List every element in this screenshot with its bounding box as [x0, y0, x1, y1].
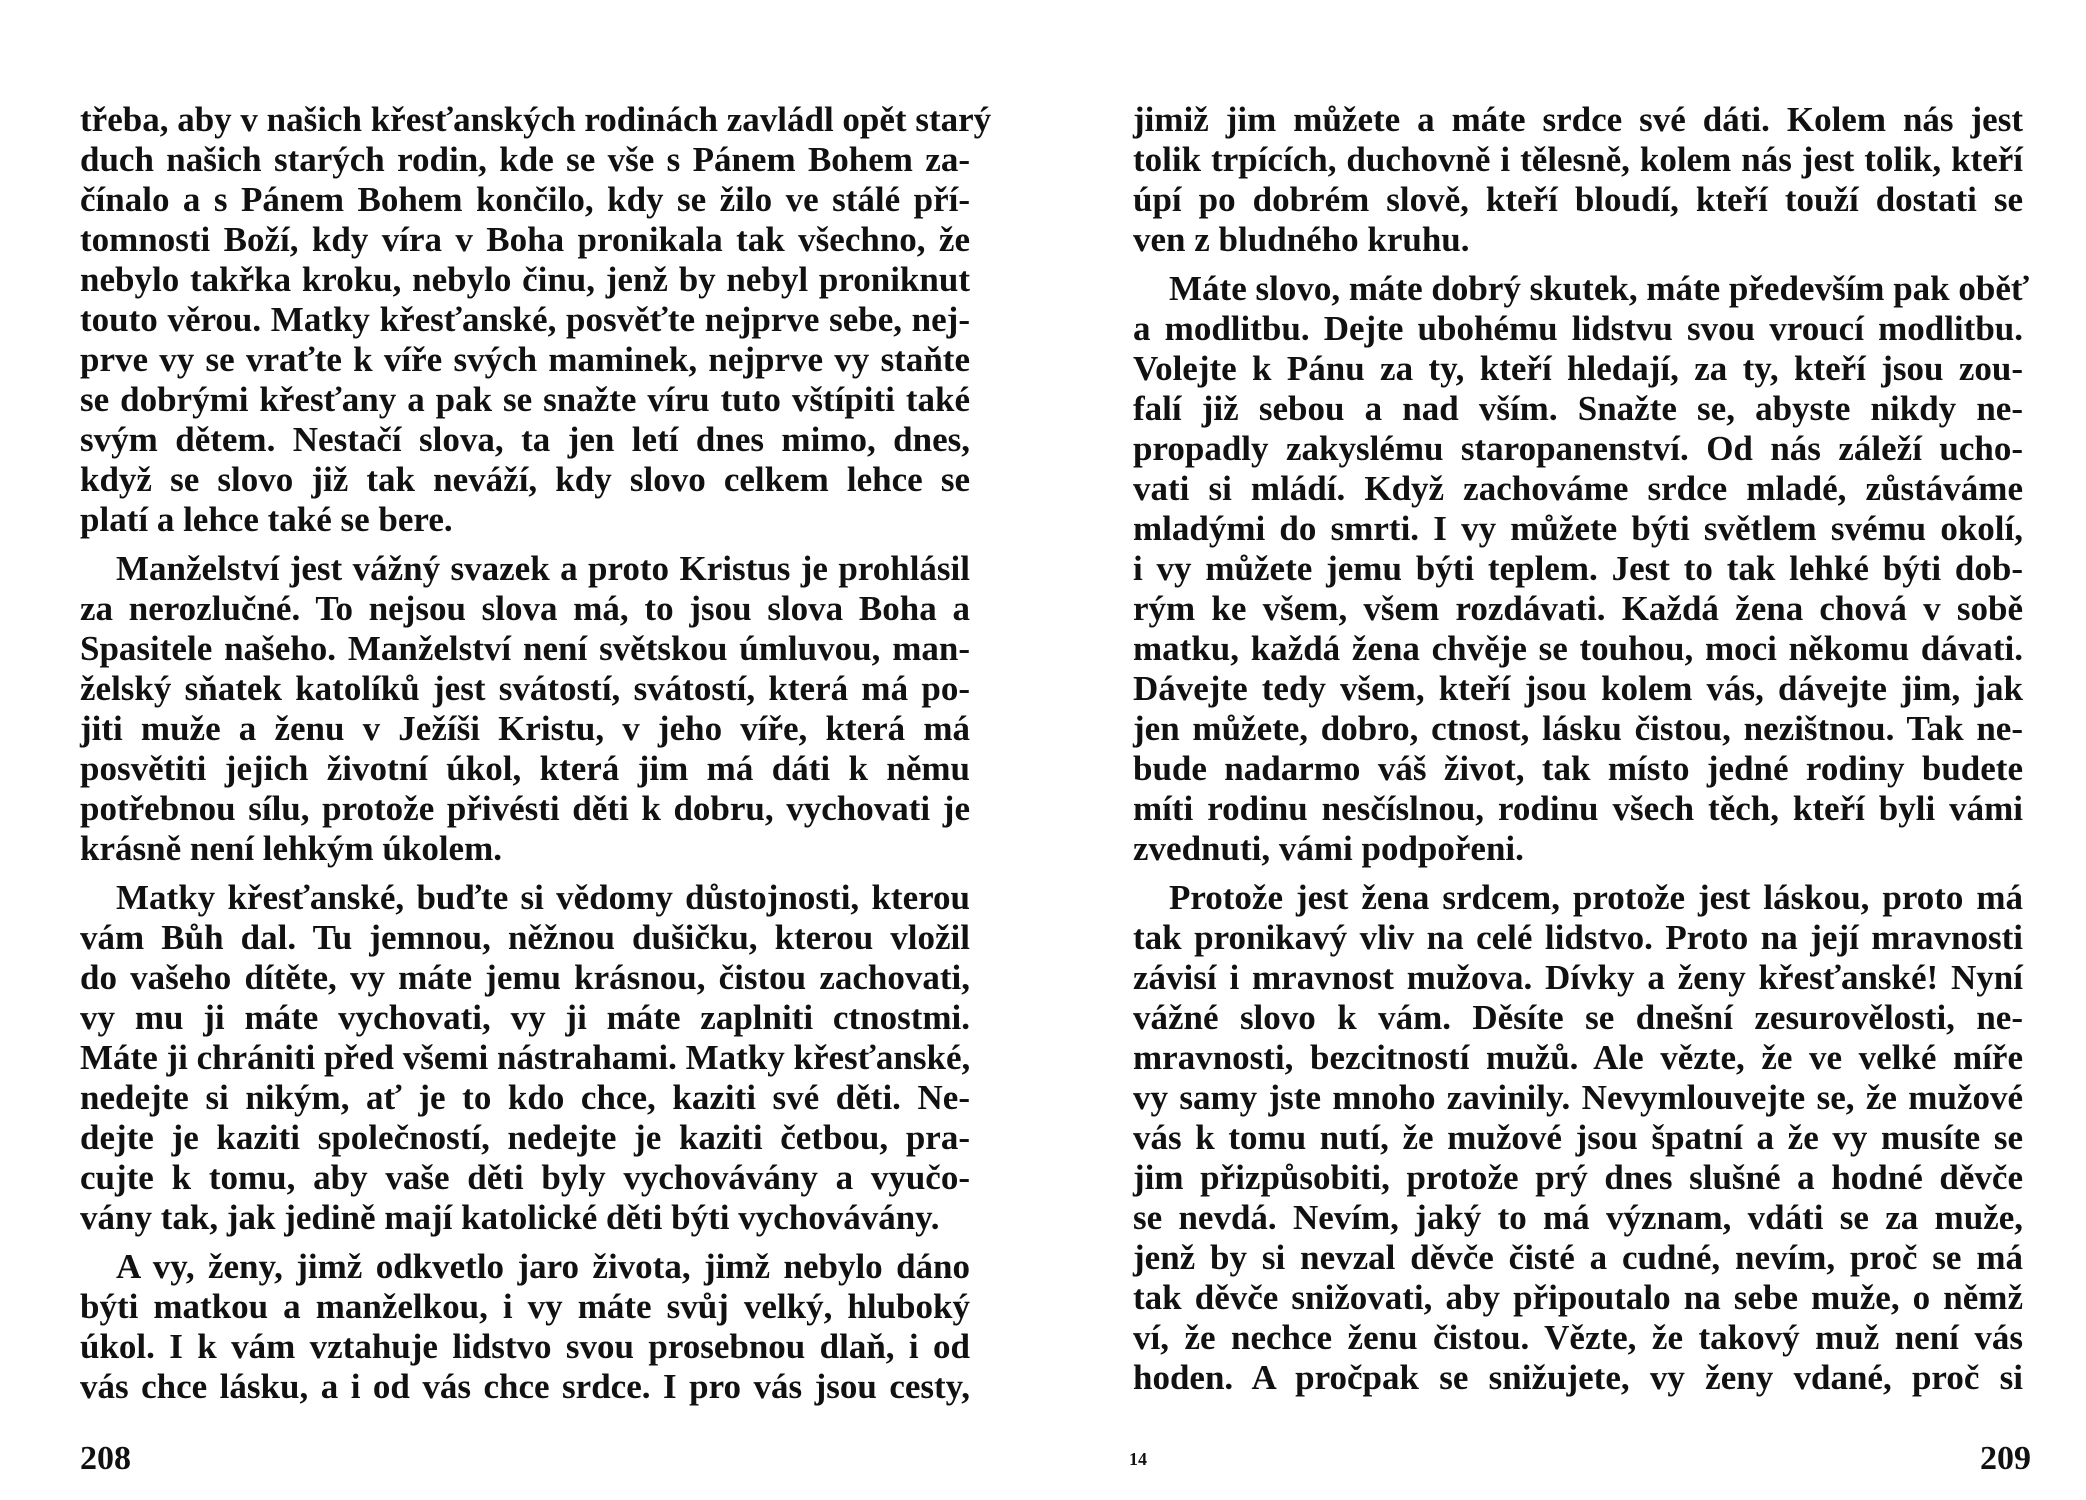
- text-line: jenž by si nevzal děvče čisté a cudné, nevím, proč se má: [1133, 1238, 2023, 1277]
- text-line: matku, každá žena chvěje se touhou, moci někomu dávati.: [1133, 629, 2023, 668]
- text-line: tomnosti Boží, kdy víra v Boha pronikala tak všechno, že: [80, 220, 970, 259]
- text-line: mravnosti, bezcitností mužů. Ale vězte, že ve velké míře: [1133, 1038, 2023, 1077]
- text-line: krásně není lehkým úkolem.: [80, 829, 502, 868]
- text-line: nebylo takřka kroku, nebylo činu, jenž by nebyl proniknut: [80, 260, 970, 299]
- text-line: úkol. I k vám vztahuje lidstvo svou prosebnou dlaň, i od: [80, 1327, 970, 1366]
- text-line: falí již sebou a nad vším. Snažte se, abyste nikdy ne-: [1133, 389, 2023, 428]
- text-line: cujte k tomu, aby vaše děti byly vychovávány a vyučo-: [80, 1158, 970, 1197]
- text-line: propadly zakyslému staropanenství. Od nás záleží ucho-: [1133, 429, 2023, 468]
- text-line: býti matkou a manželkou, i vy máte svůj velký, hluboký: [80, 1287, 970, 1326]
- text-line: vy samy jste mnoho zavinily. Nevymlouvejte se, že mužové: [1133, 1078, 2023, 1117]
- text-line: zvednuti, vámi podpořeni.: [1133, 829, 1524, 868]
- text-line: ví, že nechce ženu čistou. Vězte, že takový muž není vás: [1133, 1318, 2023, 1357]
- text-line: Manželství jest vážný svazek a proto Kristus je prohlásil: [116, 549, 970, 588]
- text-line: a modlitbu. Dejte ubohému lidstvu svou vroucí modlitbu.: [1133, 309, 2023, 348]
- text-line: čínalo a s Pánem Bohem končilo, kdy se žilo ve stálé pří-: [80, 180, 970, 219]
- text-line: Protože jest žena srdcem, protože jest láskou, proto má: [1169, 878, 2023, 917]
- text-line: želský sňatek katolíků jest svátostí, svátostí, která má po-: [80, 669, 970, 708]
- text-line: dejte je kaziti společností, nedejte je kaziti četbou, pra-: [80, 1118, 970, 1157]
- text-line: se dobrými křesťany a pak se snažte víru tuto vštípiti také: [80, 380, 970, 419]
- text-line: Spasitele našeho. Manželství není světskou úmluvou, man-: [80, 629, 970, 668]
- text-line: bude nadarmo váš život, tak místo jedné rodiny budete: [1133, 749, 2023, 788]
- text-line: jen můžete, dobro, ctnost, lásku čistou, nezištnou. Tak ne-: [1133, 709, 2023, 748]
- text-line: Máte ji chrániti před všemi nástrahami. Matky křesťanské,: [80, 1038, 971, 1077]
- text-line: vážné slovo k vám. Děsíte se dnešní zesurovělosti, ne-: [1133, 998, 2023, 1037]
- text-line: úpí po dobrém slově, kteří bloudí, kteří touží dostati se: [1133, 180, 2023, 219]
- page-number-right: 209: [1980, 1440, 2031, 1477]
- text-line: mladými do smrti. I vy můžete býti světlem svému okolí,: [1133, 509, 2023, 548]
- text-line: míti rodinu nesčíslnou, rodinu všech těch, kteří byli vámi: [1133, 789, 2023, 828]
- text-line: Máte slovo, máte dobrý skutek, máte především pak oběť: [1169, 269, 2030, 308]
- text-line: nedejte si nikým, ať je to kdo chce, kaziti své děti. Ne-: [80, 1078, 970, 1117]
- text-line: za nerozlučné. To nejsou slova má, to jsou slova Boha a: [80, 589, 970, 628]
- text-line: i vy můžete jemu býti teplem. Jest to tak lehké býti dob-: [1133, 549, 2023, 588]
- text-line: vás k tomu nutí, že mužové jsou špatní a že vy musíte se: [1133, 1118, 2023, 1157]
- paragraph-gap: [80, 869, 970, 878]
- paragraph-gap: [80, 1238, 970, 1247]
- text-line: jimiž jim můžete a máte srdce své dáti. Kolem nás jest: [1133, 100, 2023, 139]
- text-line: do vašeho dítěte, vy máte jemu krásnou, čistou zachovati,: [80, 958, 970, 997]
- text-line: vány tak, jak jedině mají katolické děti býti vychovávány.: [80, 1198, 940, 1237]
- text-line: tak děvče snižovati, aby připoutalo na sebe muže, o němž: [1133, 1278, 2023, 1317]
- text-line: potřebnou sílu, protože přivésti děti k dobru, vychovati je: [80, 789, 970, 828]
- text-line: prve vy se vraťte k víře svých maminek, nejprve vy staňte: [80, 340, 970, 379]
- text-line: Volejte k Pánu za ty, kteří hledají, za ty, kteří jsou zou-: [1133, 349, 2023, 388]
- text-line: třeba, aby v našich křesťanských rodinách zavládl opět starý: [80, 100, 992, 139]
- text-line: se nevdá. Nevím, jaký to má význam, vdáti se za muže,: [1133, 1198, 2023, 1237]
- text-line: tolik trpících, duchovně i tělesně, kolem nás jest tolik, kteří: [1133, 140, 2023, 179]
- text-line: Dávejte tedy všem, kteří jsou kolem vás, dávejte jim, jak: [1133, 669, 2023, 708]
- text-line: jiti muže a ženu v Ježíši Kristu, v jeho víře, která má: [80, 709, 970, 748]
- text-line: vám Bůh dal. Tu jemnou, něžnou dušičku, kterou vložil: [80, 918, 970, 957]
- text-line: platí a lehce také se bere.: [80, 500, 453, 539]
- text-line: ven z bludného kruhu.: [1133, 220, 1470, 259]
- text-line: rým ke všem, všem rozdávati. Každá žena chová v sobě: [1133, 589, 2023, 628]
- text-line: vás chce lásku, a i od vás chce srdce. I pro vás jsou cesty,: [80, 1367, 970, 1406]
- text-line: duch našich starých rodin, kde se vše s Pánem Bohem za-: [80, 140, 970, 179]
- paragraph-gap: [1133, 260, 2023, 269]
- text-line: vati si mládí. Když zachováme srdce mladé, zůstáváme: [1133, 469, 2023, 508]
- text-line: touto věrou. Matky křesťanské, posvěťte nejprve sebe, nej-: [80, 300, 970, 339]
- text-line: když se slovo již tak neváží, kdy slovo celkem lehce se: [80, 460, 970, 499]
- right-page: [1043, 0, 2086, 1500]
- left-page-body: [80, 100, 992, 1407]
- page-number-left: 208: [80, 1440, 131, 1477]
- paragraph-gap: [1133, 869, 2023, 878]
- text-line: posvětiti jejich životní úkol, která jim má dáti k němu: [80, 749, 970, 788]
- right-page-body: [1133, 100, 2030, 1398]
- text-line: jim přizpůsobiti, protože prý dnes slušné a hodné děvče: [1133, 1158, 2023, 1197]
- text-line: tak pronikavý vliv na celé lidstvo. Proto na její mravnosti: [1133, 918, 2023, 957]
- text-line: svým dětem. Nestačí slova, ta jen letí dnes mimo, dnes,: [80, 420, 970, 459]
- text-line: Matky křesťanské, buďte si vědomy důstojnosti, kterou: [116, 878, 970, 917]
- text-line: závisí i mravnost mužova. Dívky a ženy křesťanské! Nyní: [1133, 958, 2023, 997]
- text-line: A vy, ženy, jimž odkvetlo jaro života, jimž nebylo dáno: [116, 1247, 970, 1286]
- text-line: hoden. A pročpak se snižujete, vy ženy vdané, proč si: [1133, 1358, 2023, 1397]
- text-line: vy mu ji máte vychovati, vy ji máte zaplniti ctnostmi.: [80, 998, 970, 1037]
- paragraph-gap: [80, 540, 970, 549]
- signature-mark: 14: [1129, 1449, 1147, 1469]
